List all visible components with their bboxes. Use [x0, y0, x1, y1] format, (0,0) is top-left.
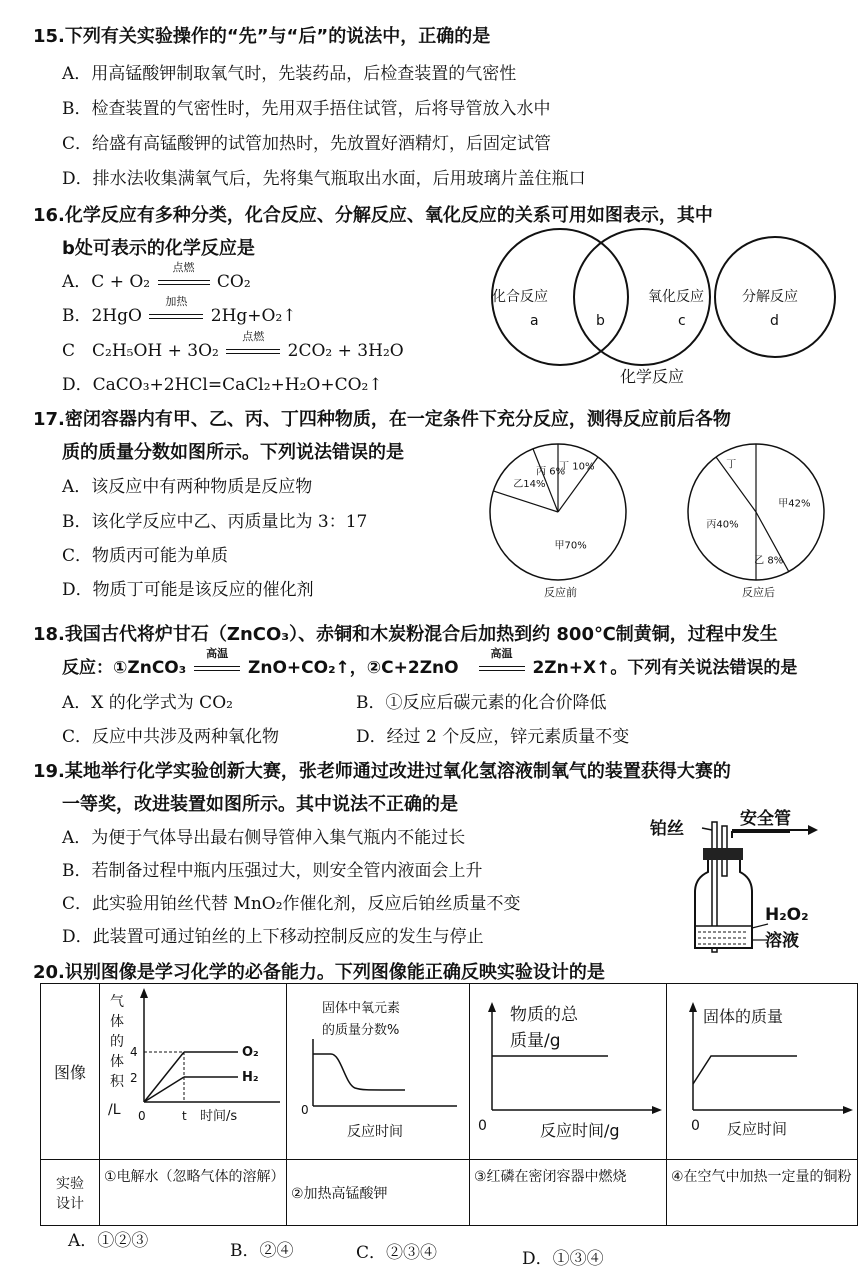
g1-tick-t: t	[182, 1109, 187, 1123]
q20-graph3-cell	[470, 984, 667, 1160]
g1-ylabel-3: 的	[110, 1034, 124, 1050]
q16-b-arrow	[149, 295, 203, 326]
g3-title-1: 物质的总	[510, 1005, 578, 1025]
q17-option-c: C．物质丙可能为单质	[62, 546, 229, 566]
q16-c-reactants: C C₂H₅OH + 3O₂	[62, 341, 219, 361]
q19-apparatus-figure	[640, 808, 860, 953]
q17-pie-before	[478, 440, 638, 600]
q17-option-d: D．物质丁可能是该反应的催化剂	[62, 580, 314, 600]
q20-row-designs	[41, 1160, 858, 1226]
g2-title-1: 固体中氧元素	[322, 1001, 401, 1016]
g4-title: 固体的质量	[703, 1007, 784, 1026]
pie-label-丁: 丁	[726, 459, 737, 471]
q16-option-d: D．CaCO₃+2HCl=CaCl₂+H₂O+CO₂↑	[62, 375, 383, 395]
g3-origin: 0	[478, 1118, 487, 1134]
g1-ylabel-2: 体	[110, 1014, 124, 1030]
g1-o2-series	[144, 1052, 184, 1102]
venn-letter-a: a	[530, 313, 539, 329]
q15-option-b: B．检查装置的气密性时，先用双手捂住试管，后将导管放入水中	[62, 99, 551, 119]
q17-stem-line1: 17.密闭容器内有甲、乙、丙、丁四种物质，在一定条件下充分反应，测得反应前后各物	[33, 409, 731, 430]
q17-option-a: A．该反应中有两种物质是反应物	[62, 477, 313, 497]
q16-option-b	[62, 295, 297, 326]
q16-a-products: CO₂	[216, 272, 251, 292]
q18-eq1-arrow	[194, 647, 240, 678]
g4-origin: 0	[691, 1118, 700, 1134]
g2-xlabel: 反应时间	[347, 1124, 403, 1140]
q16-a-condition: 点燃	[172, 261, 195, 274]
arrow-icon	[808, 825, 818, 835]
q20-design-3: ③红磷在密闭容器中燃烧	[470, 1160, 667, 1226]
pie-label-乙: 乙14%	[513, 479, 546, 491]
q18-eq1-reactants: 反应：①ZnCO₃	[62, 658, 187, 678]
pie-label-甲: 甲42%	[778, 498, 811, 510]
q16-b-condition: 加热	[165, 295, 188, 308]
q15-option-c: C．给盛有高锰酸钾的试管加热时，先放置好酒精灯，后固定试管	[62, 134, 552, 154]
q16-stem-line1: 16.化学反应有多种分类，化合反应、分解反应、氧化反应的关系可用如图表示，其中	[33, 205, 713, 226]
g1-ylabel-4: 体	[110, 1054, 124, 1070]
q18-eq2-arrow	[479, 647, 525, 678]
venn-label-combination: 化合反应	[492, 289, 548, 305]
q19-stem-line2: 一等奖，改进装置如图所示。其中说法不正确的是	[62, 794, 458, 815]
q20-design-2: ②加热高锰酸钾	[287, 1160, 470, 1226]
venn-label-oxidation: 氧化反应	[648, 289, 704, 305]
q19-stem-line1: 19.某地举行化学实验创新大赛，张老师通过改进过氧化氢溶液制氧气的装置获得大赛的	[33, 761, 731, 782]
q16-c-condition: 点燃	[242, 330, 265, 343]
q20-option-b: B．②④	[230, 1241, 294, 1261]
g4-xlabel: 反应时间	[727, 1120, 788, 1138]
q18-option-a: A．X 的化学式为 CO₂	[62, 693, 233, 713]
q20-row-label-design: 实验设计	[41, 1160, 100, 1226]
q20-graph2-cell	[287, 984, 470, 1160]
q16-b-reactants: B．2HgO	[62, 306, 142, 326]
label-safety-tube: 安全管	[740, 809, 791, 829]
q17-pie-after	[676, 440, 836, 600]
g2-origin: 0	[301, 1103, 309, 1117]
g1-ylabel-6: /L	[108, 1102, 121, 1118]
venn-letter-d: d	[770, 313, 779, 329]
q16-b-products: 2Hg+O₂↑	[210, 306, 297, 326]
q18-eq2-condition: 高温	[490, 647, 513, 660]
q18-eq2-products: 2Zn+X↑。下列有关说法错误的是	[532, 658, 798, 678]
g1-series-h2: H₂	[242, 1070, 259, 1085]
g1-ylabel-1: 气	[110, 994, 124, 1010]
g1-ylabel-5: 积	[110, 1074, 124, 1090]
g1-origin: 0	[138, 1109, 146, 1123]
q20-graph4	[667, 984, 857, 1154]
q19-option-b: B．若制备过程中瓶内压强过大，则安全管内液面会上升	[62, 861, 483, 881]
q20-graph1-cell	[100, 984, 287, 1160]
pie-caption: 反应后	[742, 586, 775, 599]
q16-option-c	[62, 330, 404, 361]
g3-title-2: 质量/g	[510, 1031, 561, 1051]
g2-curve	[313, 1054, 405, 1090]
g1-tick-4: 4	[130, 1045, 138, 1059]
q20-design-4: ④在空气中加热一定量的铜粉	[667, 1160, 858, 1226]
label-solution: 溶液	[765, 931, 799, 951]
pie-label-甲: 甲70%	[554, 540, 587, 552]
q20-stem: 20.识别图像是学习化学的必备能力。下列图像能正确反映实验设计的是	[33, 962, 605, 983]
q17-stem-line2: 质的质量分数如图所示。下列说法错误的是	[62, 442, 404, 463]
g1-h2-series	[144, 1077, 184, 1102]
q15-stem: 15.下列有关实验操作的“先”与“后”的说法中，正确的是	[33, 26, 491, 47]
label-platinum-wire: 铂丝	[650, 819, 684, 839]
q16-stem-line2: b处可表示的化学反应是	[62, 238, 255, 259]
q20-row-label-graph: 图像	[41, 984, 100, 1160]
q15-option-a: A．用高锰酸钾制取氧气时，先装药品，后检查装置的气密性	[62, 64, 517, 84]
q20-graph4-cell	[667, 984, 858, 1160]
g2-title-2: 的质量分数%	[322, 1023, 400, 1038]
q20-option-a: A．①②③	[68, 1231, 149, 1251]
q16-venn-diagram	[480, 222, 850, 392]
q18-eq1-products: ZnO+CO₂↑，②C+2ZnO	[248, 658, 459, 678]
q18-option-b: B．①反应后碳元素的化合价降低	[356, 693, 607, 713]
q18-option-c: C．反应中共涉及两种氧化物	[62, 727, 280, 747]
q17-option-b: B．该化学反应中乙、丙质量比为 3：17	[62, 512, 368, 532]
q20-row-graphs	[41, 984, 858, 1160]
g1-xlabel: 时间/s	[200, 1109, 238, 1124]
q20-table	[40, 983, 858, 1226]
q16-a-reactants: A．C + O₂	[62, 272, 151, 292]
q16-a-arrow	[158, 261, 210, 292]
g4-line	[693, 1056, 797, 1084]
pie-slice-boundary-乙	[493, 491, 558, 512]
q18-eq1-condition: 高温	[206, 647, 229, 660]
pie-label-乙: 乙 8%	[754, 555, 784, 567]
venn-letter-c: c	[678, 313, 686, 329]
q16-c-arrow	[226, 330, 280, 361]
q20-graph3	[470, 984, 666, 1154]
q16-option-a	[62, 261, 251, 292]
q20-graph1	[100, 984, 286, 1154]
venn-caption: 化学反应	[620, 367, 685, 386]
q19-option-d: D．此装置可通过铂丝的上下移动控制反应的发生与停止	[62, 927, 484, 947]
label-h2o2: H₂O₂	[765, 905, 809, 925]
q19-option-a: A．为便于气体导出最右侧导管伸入集气瓶内不能过长	[62, 828, 466, 848]
q20-option-c: C．②③④	[356, 1243, 438, 1263]
q20-option-d: D．①③④	[522, 1249, 604, 1269]
g3-xlabel: 反应时间/g	[540, 1121, 620, 1140]
stopper	[703, 848, 743, 860]
pie-caption: 反应前	[544, 586, 577, 599]
q20-design-1: ①电解水（忽略气体的溶解）	[100, 1160, 287, 1226]
q18-option-d: D．经过 2 个反应，锌元素质量不变	[356, 727, 630, 747]
venn-letter-b: b	[596, 313, 605, 329]
g1-series-o2: O₂	[242, 1045, 259, 1060]
q18-stem-line1: 18.我国古代将炉甘石（ZnCO₃）、赤铜和木炭粉混合后加热到约 800℃制黄铜，过程中发生	[33, 624, 778, 645]
q18-stem-line2	[62, 647, 798, 678]
g1-tick-2: 2	[130, 1071, 138, 1085]
venn-label-decomposition: 分解反应	[742, 289, 798, 305]
q16-c-products: 2CO₂ + 3H₂O	[287, 341, 404, 361]
pie-label-丙: 丙 6%	[536, 466, 566, 478]
q19-option-c: C．此实验用铂丝代替 MnO₂作催化剂，反应后铂丝质量不变	[62, 894, 521, 914]
q15-option-d: D．排水法收集满氧气后，先将集气瓶取出水面，后用玻璃片盖住瓶口	[62, 169, 586, 189]
pie-label-丙: 丙40%	[706, 519, 739, 531]
q20-graph2	[287, 984, 469, 1154]
pie-label-丁: 丁 10%	[559, 461, 595, 473]
